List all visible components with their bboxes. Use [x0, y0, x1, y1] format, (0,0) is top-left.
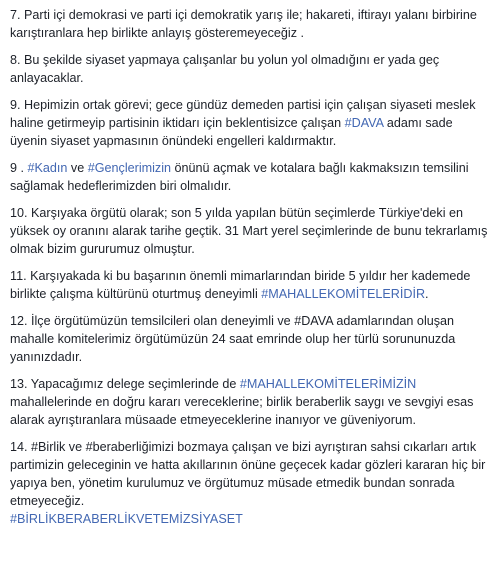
post-paragraph [10, 96, 493, 150]
paragraph-text: . [425, 287, 429, 301]
hashtag-link[interactable]: #Kadın [27, 161, 68, 175]
paragraph-text: 7. Parti içi demokrasi ve parti içi demokratik yarış ile; hakareti, iftirayı yalanı birbirine karıştıranlara hep birlikte anlayış gösteremeyeceğiz . [10, 8, 477, 40]
paragraph-text: 12. İlçe örgütümüzün temsilcileri olan deneyimli ve #DAVA adamlarından oluşan mahalle komitelerimiz örgütümüzün 24 saat emrinde olup her türlü sorununuzda yanınızdadır. [10, 314, 456, 364]
post-paragraph [10, 312, 493, 366]
hashtag-link[interactable]: #DAVA [344, 116, 384, 130]
paragraph-text: 11. Karşıyakada ki bu başarının önemli mimarlarından biride 5 yıldır her kademede birlikte çalışma kültürünü oturtmuş deneyimli [10, 269, 471, 301]
hashtag-link[interactable]: #MAHALLEKOMİTELERİMİZİN [239, 377, 417, 391]
hashtag-link[interactable]: #Gençlerimizin [87, 161, 172, 175]
post-paragraph [10, 438, 493, 528]
paragraph-text: 13. Yapacağımız delege seçimlerinde de [10, 377, 240, 391]
post-paragraph [10, 204, 493, 258]
post-paragraph [10, 51, 493, 87]
paragraph-text: önünü açmak ve kotalara bağlı kakmaksızın temsilini sağlamak hedeflerimizden biri olmalıdır. [10, 161, 469, 193]
paragraph-text: mahallelerinde en doğru kararı vereceklerine; birlik beraberlik saygı ve sevgiyi esas alarak ayrıştıranlara müsaade etmeyeceklerine inanıyor ve güveniyorum. [10, 395, 474, 427]
post-paragraph [10, 6, 493, 42]
paragraph-text: 9. Hepimizin ortak görevi; gece gündüz demeden partisi için çalışan siyaseti meslek haline getirmeyip partisinin iktidarı için beklentisizce çalışan [10, 98, 476, 130]
paragraph-text: 8. Bu şekilde siyaset yapmaya çalışanlar bu yolun yol olmadığını er yada geç anlayacaklar. [10, 53, 440, 85]
paragraph-text: adamı sade üyenin siyaset yapmasının önündeki engelleri kaldırmaktır. [10, 116, 453, 148]
post-paragraph [10, 375, 493, 429]
post-paragraph [10, 159, 493, 195]
paragraph-text: 14. #Birlik ve #beraberliğimizi bozmaya çalışan ve bizi ayrıştıran sahsi cıkarları artık partimizin geleceginin ve hatta akıllarının önüne geçecek kadar gözleri kararan hiç bir yapıya ben, yönetim kurulumuz ve örgütumuz müsade etmedik bundan sonrada etmeyeceğiz. [10, 440, 486, 508]
paragraph-text: ve [67, 161, 88, 175]
paragraph-text: 9 . [10, 161, 28, 175]
hashtag-link[interactable]: #BİRLİKBERABERLİKVETEMİZSİYASET [10, 512, 243, 526]
post-paragraph [10, 267, 493, 303]
hashtag-link[interactable]: #MAHALLEKOMİTELERİDİR [261, 287, 426, 301]
paragraph-text: 10. Karşıyaka örgütü olarak; son 5 yılda yapılan bütün seçimlerde Türkiye'deki en yüksek oy oranını alarak tarihe geçtik. 31 Mart yerel seçimlerinde de bunu tekrarlamış olmak bizim gururumuz olmuştur. [10, 206, 488, 256]
